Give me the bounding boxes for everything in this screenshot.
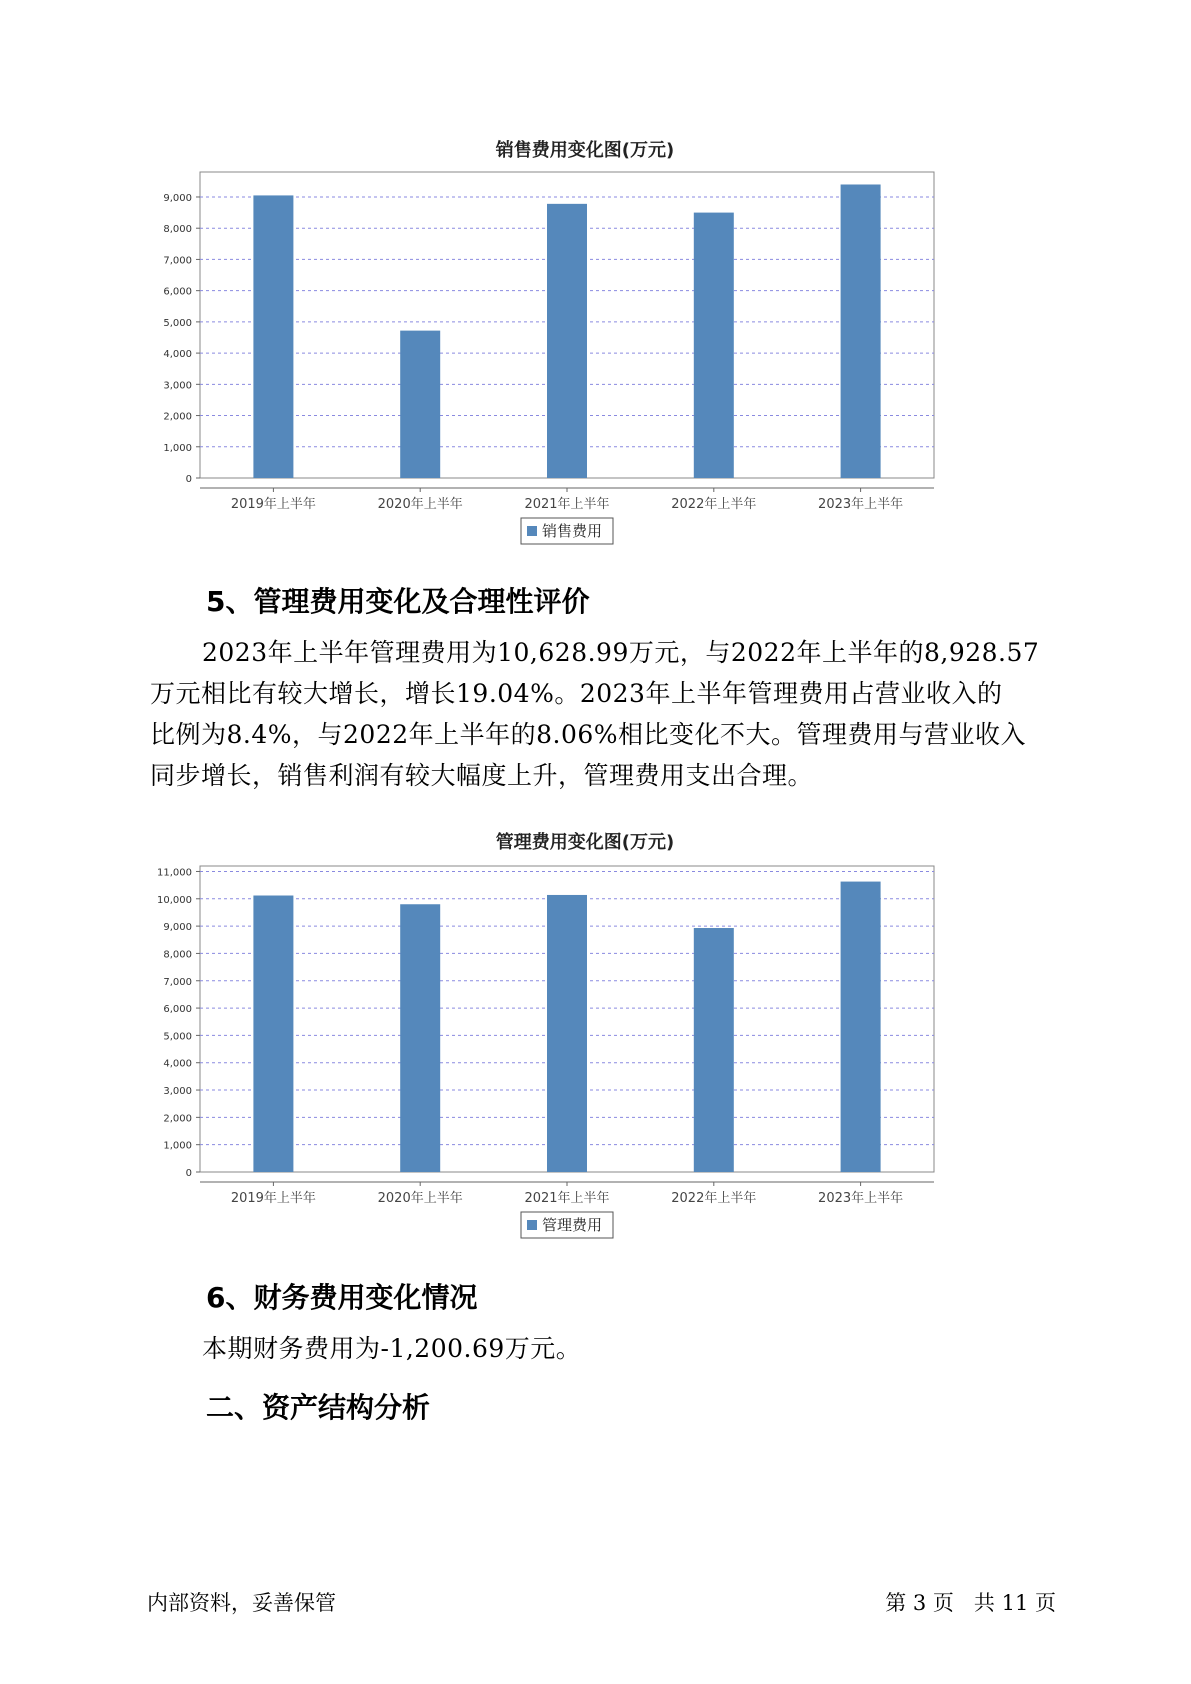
legend-swatch — [527, 1220, 537, 1230]
y-tick-label: 5,000 — [163, 317, 192, 329]
y-tick-label: 3,000 — [163, 1086, 192, 1098]
sales-expense-chart — [150, 130, 1020, 550]
chart-title: 管理费用变化图(万元) — [495, 832, 675, 853]
bar — [841, 882, 881, 1172]
y-tick-label: 1,000 — [163, 442, 192, 454]
legend-label: 销售费用 — [542, 522, 603, 540]
paragraph-line: 本期财务费用为-1,200.69万元。 — [202, 1334, 582, 1363]
y-tick-label: 9,000 — [163, 922, 192, 934]
section-asset-heading: 二、资产结构分析 — [206, 1391, 431, 1424]
footer-left: 内部资料，妥善保管 — [147, 1591, 336, 1615]
y-tick-label: 10,000 — [157, 894, 192, 906]
x-tick-label: 2019年上半年 — [230, 497, 316, 512]
bar — [547, 204, 587, 478]
bar — [547, 895, 587, 1172]
y-tick-label: 1,000 — [163, 1140, 192, 1152]
sales-expense-chart-svg — [150, 130, 1020, 550]
bar — [400, 331, 440, 478]
paragraph-line: 万元相比有较大增长，增长19.04%。2023年上半年管理费用占营业收入的 — [150, 679, 1003, 708]
admin-expense-chart-svg — [150, 822, 1020, 1252]
y-tick-label: 7,000 — [163, 976, 192, 988]
y-tick-label: 6,000 — [163, 1004, 192, 1016]
y-tick-label: 8,000 — [163, 224, 192, 236]
legend-label: 管理费用 — [542, 1216, 603, 1234]
legend-swatch — [527, 526, 537, 536]
x-tick-label: 2023年上半年 — [818, 497, 904, 512]
paragraph-line: 2023年上半年管理费用为10,628.99万元，与2022年上半年的8,928.57 — [202, 638, 1040, 667]
y-tick-label: 4,000 — [163, 349, 192, 361]
bar — [841, 184, 881, 478]
paragraph-line: 同步增长，销售利润有较大幅度上升，管理费用支出合理。 — [150, 761, 814, 790]
bar — [253, 896, 293, 1172]
admin-expense-chart — [150, 822, 1020, 1252]
bar — [253, 195, 293, 478]
y-tick-label: 3,000 — [163, 380, 192, 392]
y-tick-label: 5,000 — [163, 1031, 192, 1043]
x-tick-label: 2020年上半年 — [377, 497, 463, 512]
bar — [694, 928, 734, 1172]
section-6-paragraph — [150, 1328, 1050, 1369]
bar — [400, 904, 440, 1172]
y-tick-label: 0 — [185, 1168, 192, 1179]
y-tick-label: 4,000 — [163, 1058, 192, 1070]
bar — [694, 213, 734, 478]
y-tick-label: 0 — [185, 474, 192, 485]
x-tick-label: 2020年上半年 — [377, 1191, 463, 1206]
chart-title: 销售费用变化图(万元) — [495, 140, 675, 161]
section-5-paragraph — [150, 632, 1050, 796]
y-tick-label: 9,000 — [163, 192, 192, 204]
section-5-heading: 5、管理费用变化及合理性评价 — [206, 585, 590, 618]
x-tick-label: 2022年上半年 — [671, 1191, 757, 1206]
y-tick-label: 11,000 — [157, 867, 192, 879]
y-tick-label: 7,000 — [163, 255, 192, 267]
section-6-heading: 6、财务费用变化情况 — [206, 1281, 478, 1314]
x-tick-label: 2021年上半年 — [524, 1191, 610, 1206]
footer-page-number: 第 3 页 共 11 页 — [885, 1591, 1056, 1615]
x-tick-label: 2021年上半年 — [524, 497, 610, 512]
x-tick-label: 2022年上半年 — [671, 497, 757, 512]
paragraph-line: 比例为8.4%，与2022年上半年的8.06%相比变化不大。管理费用与营业收入 — [150, 720, 1027, 749]
y-tick-label: 6,000 — [163, 286, 192, 298]
y-tick-label: 2,000 — [163, 411, 192, 423]
x-tick-label: 2019年上半年 — [230, 1191, 316, 1206]
y-tick-label: 2,000 — [163, 1113, 192, 1125]
x-tick-label: 2023年上半年 — [818, 1191, 904, 1206]
y-tick-label: 8,000 — [163, 949, 192, 961]
